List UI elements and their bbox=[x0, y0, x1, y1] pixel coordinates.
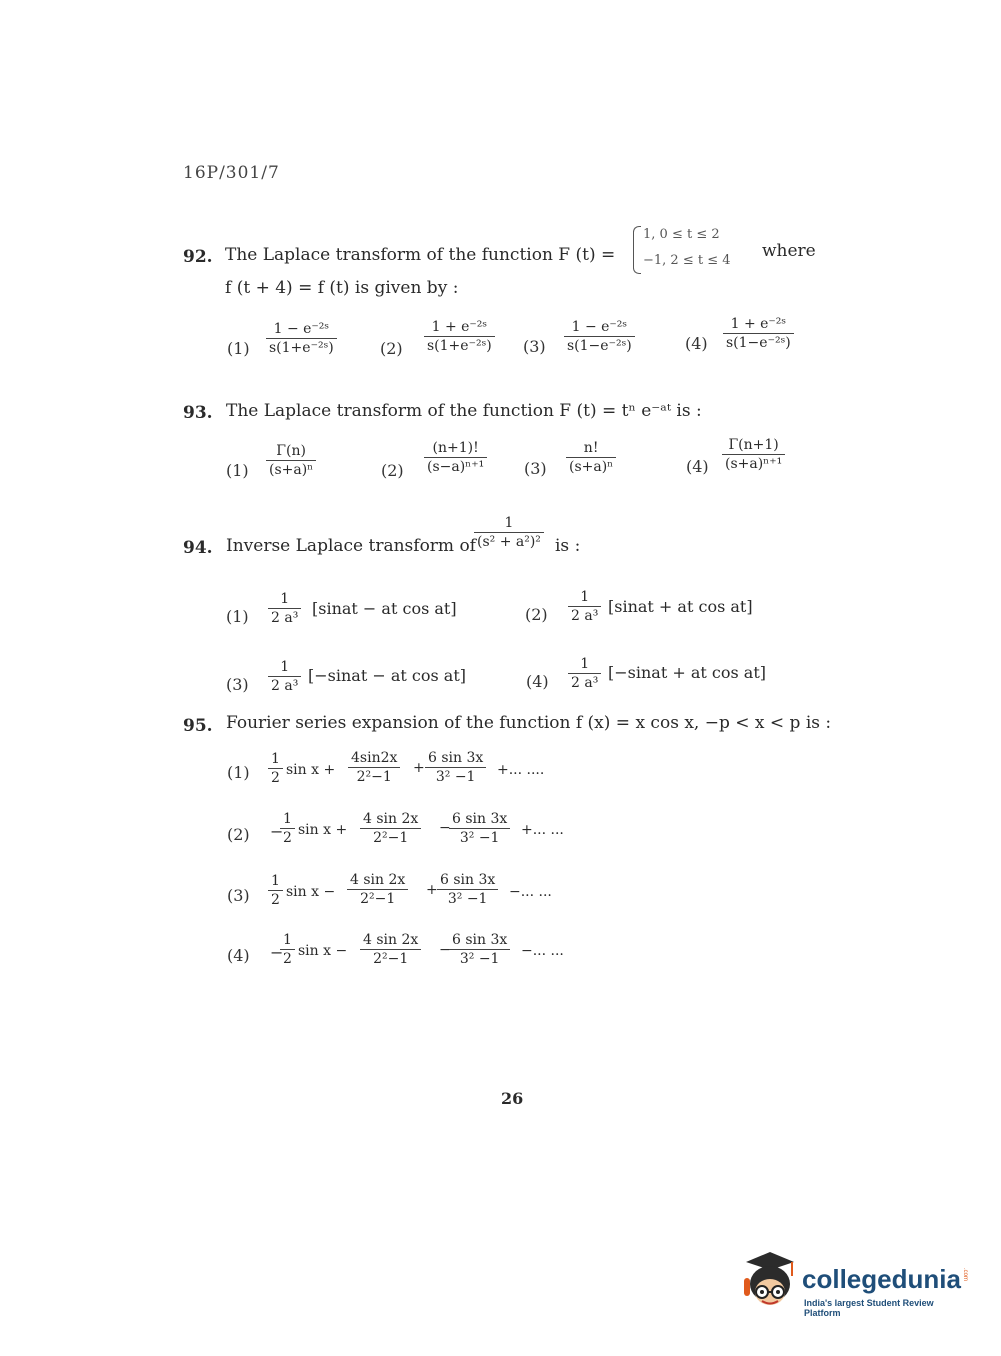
option-4-operator: − bbox=[439, 942, 451, 958]
option-1-operator: + bbox=[413, 760, 425, 776]
page-number: 26 bbox=[501, 1089, 524, 1108]
option-3-fraction-2 bbox=[347, 871, 408, 908]
option-label: (1) bbox=[226, 607, 249, 626]
question-number: 92. bbox=[183, 247, 213, 267]
denominator: 2 bbox=[283, 830, 292, 846]
numerator: 1 bbox=[271, 873, 280, 889]
option-2-coef-fraction bbox=[280, 810, 295, 847]
option-3-fraction bbox=[268, 658, 301, 695]
question-number: 95. bbox=[183, 716, 213, 736]
option-label: (2) bbox=[380, 339, 403, 358]
numerator: 1 bbox=[504, 515, 514, 531]
option-label: (4) bbox=[227, 946, 250, 965]
option-3-operator: + bbox=[426, 882, 438, 898]
option-4-fraction-2 bbox=[360, 931, 421, 968]
denominator: 2²−1 bbox=[373, 830, 409, 846]
option-1-term: sin x + bbox=[286, 762, 336, 778]
option-label: (3) bbox=[227, 886, 250, 905]
option-2-bracket: [sinat + at cos at] bbox=[608, 597, 753, 616]
option-3-coef-fraction bbox=[268, 872, 283, 909]
option-label: (4) bbox=[686, 457, 709, 476]
option-label: (1) bbox=[227, 763, 250, 782]
mascot-icon bbox=[740, 1248, 800, 1312]
piecewise-case-1: 1, 0 ≤ t ≤ 2 bbox=[643, 227, 720, 242]
option-4-fraction bbox=[723, 315, 794, 352]
option-2-fraction bbox=[424, 318, 495, 355]
logo-domain: .com bbox=[962, 1268, 968, 1282]
numerator: 1 + e⁻²ˢ bbox=[431, 319, 488, 335]
question-text: Inverse Laplace transform of bbox=[226, 536, 476, 556]
option-3-fraction bbox=[566, 439, 616, 476]
piecewise-brace bbox=[633, 226, 641, 274]
denominator: 2²−1 bbox=[373, 951, 409, 967]
numerator: 1 + e⁻²ˢ bbox=[730, 316, 787, 332]
question-text: The Laplace transform of the function F (t) = bbox=[225, 245, 616, 265]
option-3-bracket: [−sinat − at cos at] bbox=[308, 666, 466, 685]
option-1-fraction bbox=[266, 320, 337, 357]
option-2-fraction bbox=[568, 588, 601, 625]
option-2-fraction-2 bbox=[360, 810, 421, 847]
denominator: (s+a)ⁿ bbox=[569, 459, 614, 475]
question-text-line2: f (t + 4) = f (t) is given by : bbox=[225, 278, 459, 298]
denominator: (s² + a²)² bbox=[477, 534, 541, 550]
option-4-fraction-3 bbox=[449, 931, 510, 968]
denominator: s(1+e⁻²ˢ) bbox=[427, 338, 492, 354]
numerator: 6 sin 3x bbox=[452, 932, 508, 948]
denominator: 2 bbox=[271, 892, 280, 908]
question-number: 94. bbox=[183, 538, 213, 558]
logo-wordmark: collegedunia bbox=[802, 1264, 961, 1294]
numerator: (n+1)! bbox=[432, 440, 479, 456]
denominator: 3² −1 bbox=[459, 830, 500, 846]
denominator: s(1+e⁻²ˢ) bbox=[269, 340, 334, 356]
option-4-term: sin x − bbox=[298, 943, 348, 959]
option-4-fraction bbox=[568, 655, 601, 692]
option-3-fraction bbox=[564, 318, 635, 355]
option-2-term: sin x + bbox=[298, 822, 348, 838]
option-3-fraction-3 bbox=[437, 871, 498, 908]
question-text: The Laplace transform of the function F (t) = tⁿ e⁻ᵃᵗ is : bbox=[226, 401, 702, 421]
numerator: 4 sin 2x bbox=[363, 811, 419, 827]
collegedunia-logo bbox=[740, 1248, 970, 1320]
question-text-where: where bbox=[762, 241, 816, 261]
piecewise-case-2: −1, 2 ≤ t ≤ 4 bbox=[643, 253, 731, 268]
option-4-tail: −... ... bbox=[521, 943, 564, 959]
question-fraction bbox=[474, 514, 544, 551]
option-label: (1) bbox=[226, 461, 249, 480]
option-3-term: sin x − bbox=[286, 884, 336, 900]
option-3-tail: −... ... bbox=[509, 884, 552, 900]
numerator: 1 bbox=[283, 932, 292, 948]
numerator: 6 sin 3x bbox=[440, 872, 496, 888]
denominator: 2 a³ bbox=[571, 675, 599, 691]
option-1-fraction-3 bbox=[425, 749, 486, 786]
numerator: 1 bbox=[280, 659, 290, 675]
option-1-fraction bbox=[268, 590, 301, 627]
denominator: (s−a)ⁿ⁺¹ bbox=[427, 459, 485, 475]
denominator: s(1−e⁻²ˢ) bbox=[726, 335, 791, 351]
option-4-coef-fraction bbox=[280, 931, 295, 968]
denominator: s(1−e⁻²ˢ) bbox=[567, 338, 632, 354]
option-label: (3) bbox=[524, 459, 547, 478]
question-number: 93. bbox=[183, 403, 213, 423]
numerator: 1 bbox=[580, 656, 590, 672]
option-1-tail: +... .... bbox=[497, 762, 545, 778]
option-label: (4) bbox=[685, 334, 708, 353]
question-text: Fourier series expansion of the function f (x) = x cos x, −p < x < p is : bbox=[226, 713, 832, 733]
denominator: 2 a³ bbox=[271, 678, 299, 694]
option-label: (4) bbox=[526, 672, 549, 691]
numerator: 1 bbox=[280, 591, 290, 607]
denominator: (s+a)ⁿ⁺¹ bbox=[725, 456, 783, 472]
numerator: 6 sin 3x bbox=[428, 750, 484, 766]
denominator: 3² −1 bbox=[447, 891, 488, 907]
option-1-fraction bbox=[266, 442, 316, 479]
numerator: 1 − e⁻²ˢ bbox=[571, 319, 628, 335]
option-label: (3) bbox=[523, 337, 546, 356]
numerator: 1 − e⁻²ˢ bbox=[273, 321, 330, 337]
option-4-bracket: [−sinat + at cos at] bbox=[608, 663, 766, 682]
paper-code: 16P/301/7 bbox=[183, 163, 280, 183]
numerator: 6 sin 3x bbox=[452, 811, 508, 827]
option-label: (3) bbox=[226, 675, 249, 694]
denominator: 2 a³ bbox=[271, 610, 299, 626]
numerator: 4 sin 2x bbox=[363, 932, 419, 948]
option-4-fraction bbox=[722, 436, 785, 473]
option-label: (2) bbox=[227, 825, 250, 844]
numerator: Γ(n) bbox=[276, 443, 306, 459]
denominator: 2 a³ bbox=[571, 608, 599, 624]
option-label: (2) bbox=[525, 605, 548, 624]
option-label: (2) bbox=[381, 461, 404, 480]
numerator: 1 bbox=[271, 751, 280, 767]
option-4-sign: − bbox=[270, 943, 284, 962]
denominator: 2²−1 bbox=[356, 769, 392, 785]
denominator: 3² −1 bbox=[459, 951, 500, 967]
option-1-coef-fraction bbox=[268, 750, 283, 787]
numerator: 4 sin 2x bbox=[350, 872, 406, 888]
denominator: 2 bbox=[271, 770, 280, 786]
numerator: 4sin2x bbox=[351, 750, 398, 766]
question-text-tail: is : bbox=[555, 536, 581, 556]
option-1-fraction-2 bbox=[348, 749, 400, 786]
option-2-operator: − bbox=[439, 820, 451, 836]
denominator: (s+a)ⁿ bbox=[269, 462, 314, 478]
denominator: 3² −1 bbox=[435, 769, 476, 785]
option-1-bracket: [sinat − at cos at] bbox=[312, 599, 457, 618]
option-2-tail: +... ... bbox=[521, 822, 564, 838]
logo-tagline: India's largest Student Review Platform bbox=[804, 1298, 934, 1318]
numerator: 1 bbox=[283, 811, 292, 827]
numerator: n! bbox=[583, 440, 599, 456]
numerator: 1 bbox=[580, 589, 590, 605]
option-2-sign: − bbox=[270, 822, 284, 841]
option-2-fraction bbox=[424, 439, 487, 476]
numerator: Γ(n+1) bbox=[728, 437, 779, 453]
option-2-fraction-3 bbox=[449, 810, 510, 847]
option-label: (1) bbox=[227, 339, 250, 358]
denominator: 2²−1 bbox=[360, 891, 396, 907]
denominator: 2 bbox=[283, 951, 292, 967]
